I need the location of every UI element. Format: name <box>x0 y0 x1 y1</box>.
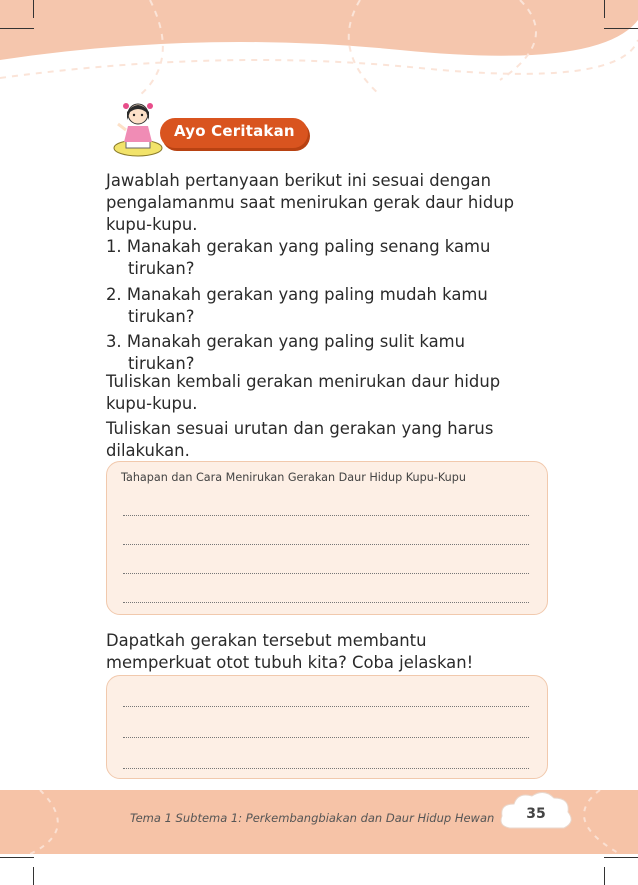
question-text-cont: tirukan? <box>128 307 195 326</box>
section-pill <box>160 118 308 148</box>
crop-mark <box>604 857 638 858</box>
answer-box-stages[interactable] <box>106 461 548 615</box>
answer-line[interactable] <box>123 737 529 738</box>
header-decoration <box>0 0 638 95</box>
page-number: 35 <box>526 806 546 822</box>
question-text: Manakah gerakan yang paling sulit kamu <box>126 332 466 351</box>
instruction-order: Tuliskan sesuai urutan dan gerakan yang harus dilakukan. <box>106 419 494 460</box>
crop-mark <box>604 28 638 29</box>
header-band <box>0 0 638 95</box>
crop-mark <box>0 857 34 858</box>
crop-mark <box>0 28 34 29</box>
crop-mark <box>33 0 34 18</box>
instruction-rewrite: Tuliskan kembali gerakan menirukan daur hidup kupu-kupu. <box>106 372 501 413</box>
question-text-cont: tirukan? <box>128 354 195 373</box>
crop-mark <box>33 867 34 885</box>
question-item <box>106 284 536 328</box>
question-item <box>106 331 536 375</box>
intro-paragraph: Jawablah pertanyaan berikut ini sesuai dengan pengalamanmu saat menirukan gerak daur hidup kupu-kupu. <box>106 171 515 234</box>
question-text: Manakah gerakan yang paling senang kamu <box>126 237 491 256</box>
answer-line[interactable] <box>123 602 529 603</box>
question-text-cont: tirukan? <box>128 259 195 278</box>
answer-line[interactable] <box>123 573 529 574</box>
answer-box-explain[interactable] <box>106 675 548 779</box>
question-text: Manakah gerakan yang paling mudah kamu <box>126 285 488 304</box>
section-badge <box>112 98 312 160</box>
section-title: Ayo Ceritakan <box>174 122 295 140</box>
answer-line[interactable] <box>123 706 529 707</box>
answer-box-title: Tahapan dan Cara Menirukan Gerakan Daur Hidup Kupu-Kupu <box>121 471 466 484</box>
girl-reading-icon <box>112 98 172 160</box>
answer-line[interactable] <box>123 544 529 545</box>
crop-mark <box>604 867 605 885</box>
footer-caption: Tema 1 Subtema 1: Perkembangbiakan dan Daur Hidup Hewan <box>130 811 495 825</box>
answer-line[interactable] <box>123 515 529 516</box>
question-item <box>106 236 536 280</box>
question-number: 2. <box>106 285 122 304</box>
answer-line[interactable] <box>123 768 529 769</box>
crop-mark <box>604 0 605 18</box>
question-number: 3. <box>106 332 122 351</box>
question-number: 1. <box>106 237 122 256</box>
question-muscle: Dapatkah gerakan tersebut membantu memperkuat otot tubuh kita? Coba jelaskan! <box>106 631 474 672</box>
